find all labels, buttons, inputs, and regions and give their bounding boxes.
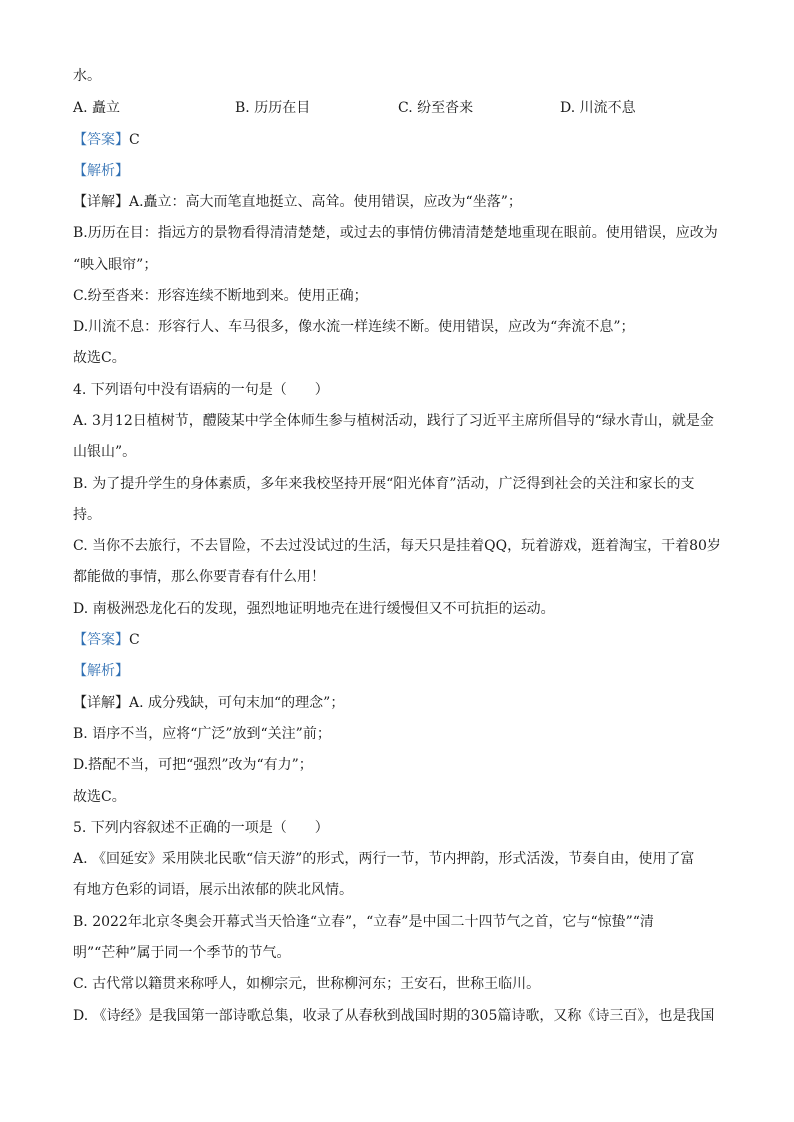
q3-option-b: B. 历历在目	[235, 100, 311, 116]
q3-answer-line	[73, 131, 723, 149]
q4-analysis-tag: 【解析】	[73, 663, 129, 679]
q3-detail-tag: 【详解】	[73, 194, 129, 210]
q5-option-b-line1: B. 2022年北京冬奥会开幕式当天恰逢“立春”，“立春”是中国二十四节气之首，它与“惊蛰”“清	[73, 914, 654, 930]
q4-option-c-line2: 都能做的事情，那么你要青春有什么用！	[73, 569, 325, 585]
q5-stem: 5. 下列内容叙述不正确的一项是（ ）	[73, 820, 329, 836]
q3-analysis-tag: 【解析】	[73, 163, 129, 179]
q4-option-c-line1: C. 当你不去旅行，不去冒险，不去过没试过的生活，每天只是挂着QQ，玩着游戏，逛着淘宝，干着80岁	[73, 538, 721, 554]
q3-stem-tail: 水。	[73, 68, 101, 84]
q3-detail-1	[73, 193, 723, 211]
q3-conclusion: 故选C。	[73, 350, 126, 366]
q3-answer-value: C	[129, 132, 140, 148]
q4-option-b-line2: 持。	[73, 507, 101, 523]
q5-option-b-line2: 明”“芒种”属于同一个季节的节气。	[73, 945, 291, 961]
q4-answer-tag: 【答案】	[73, 632, 129, 648]
q5-option-a-line1: A. 《回延安》采用陕北民歌“信天游”的形式，两行一节，节内押韵，形式活泼，节奏自由，使用了富	[73, 851, 695, 867]
q4-option-a-line1: A. 3月12日植树节，醴陵某中学全体师生参与植树活动，践行了习近平主席所倡导的“绿水青山，就是金	[73, 413, 714, 429]
q3-option-c: C. 纷至沓来	[398, 100, 474, 116]
q3-detail-2a: B.历历在目：指远方的景物看得清清楚楚，或过去的事情仿佛清清楚楚地重现在眼前。使用错误，应改为	[73, 225, 718, 241]
q5-option-d-line1: D. 《诗经》是我国第一部诗歌总集，收录了从春秋到战国时期的305篇诗歌，又称《诗三百》，也是我国	[73, 1008, 715, 1024]
q4-option-b-line1: B. 为了提升学生的身体素质，多年来我校坚持开展“阳光体育”活动，广泛得到社会的关注和家长的支	[73, 476, 695, 492]
q3-answer-tag: 【答案】	[73, 132, 129, 148]
q4-detail-1	[73, 694, 723, 712]
q4-option-a-line2: 山银山”。	[73, 444, 137, 460]
q3-option-a: A. 矗立	[73, 100, 121, 116]
q5-option-a-line2: 有地方色彩的词语，展示出浓郁的陕北风情。	[73, 882, 353, 898]
q3-detail-2b: “映入眼帘”；	[73, 257, 158, 273]
q5-option-c: C. 古代常以籍贯来称呼人，如柳宗元，世称柳河东；王安石，世称王临川。	[73, 976, 541, 992]
q3-option-d: D. 川流不息	[560, 100, 636, 116]
q4-answer-line	[73, 631, 723, 649]
q4-option-d: D. 南极洲恐龙化石的发现，强烈地证明地壳在进行缓慢但又不可抗拒的运动。	[73, 601, 555, 617]
q3-detail-4: D.川流不息：形容行人、车马很多，像水流一样连续不断。使用错误，应改为“奔流不息”；	[73, 319, 635, 335]
q4-answer-value: C	[129, 632, 140, 648]
q4-detail-1-text: A. 成分残缺，可句末加“的理念”；	[129, 695, 345, 711]
q3-detail-3: C.纷至沓来：形容连续不断地到来。使用正确；	[73, 288, 368, 304]
q4-conclusion: 故选C。	[73, 789, 126, 805]
q4-detail-tag: 【详解】	[73, 695, 129, 711]
q4-detail-2: B. 语序不当，应将“广泛”放到“关注”前；	[73, 726, 331, 742]
q3-detail-1-text: A.矗立：高大而笔直地挺立、高耸。使用错误，应改为“坐落”；	[129, 194, 522, 210]
q4-detail-3: D.搭配不当，可把“强烈”改为“有力”；	[73, 757, 313, 773]
q4-stem: 4. 下列语句中没有语病的一句是（ ）	[73, 382, 329, 398]
